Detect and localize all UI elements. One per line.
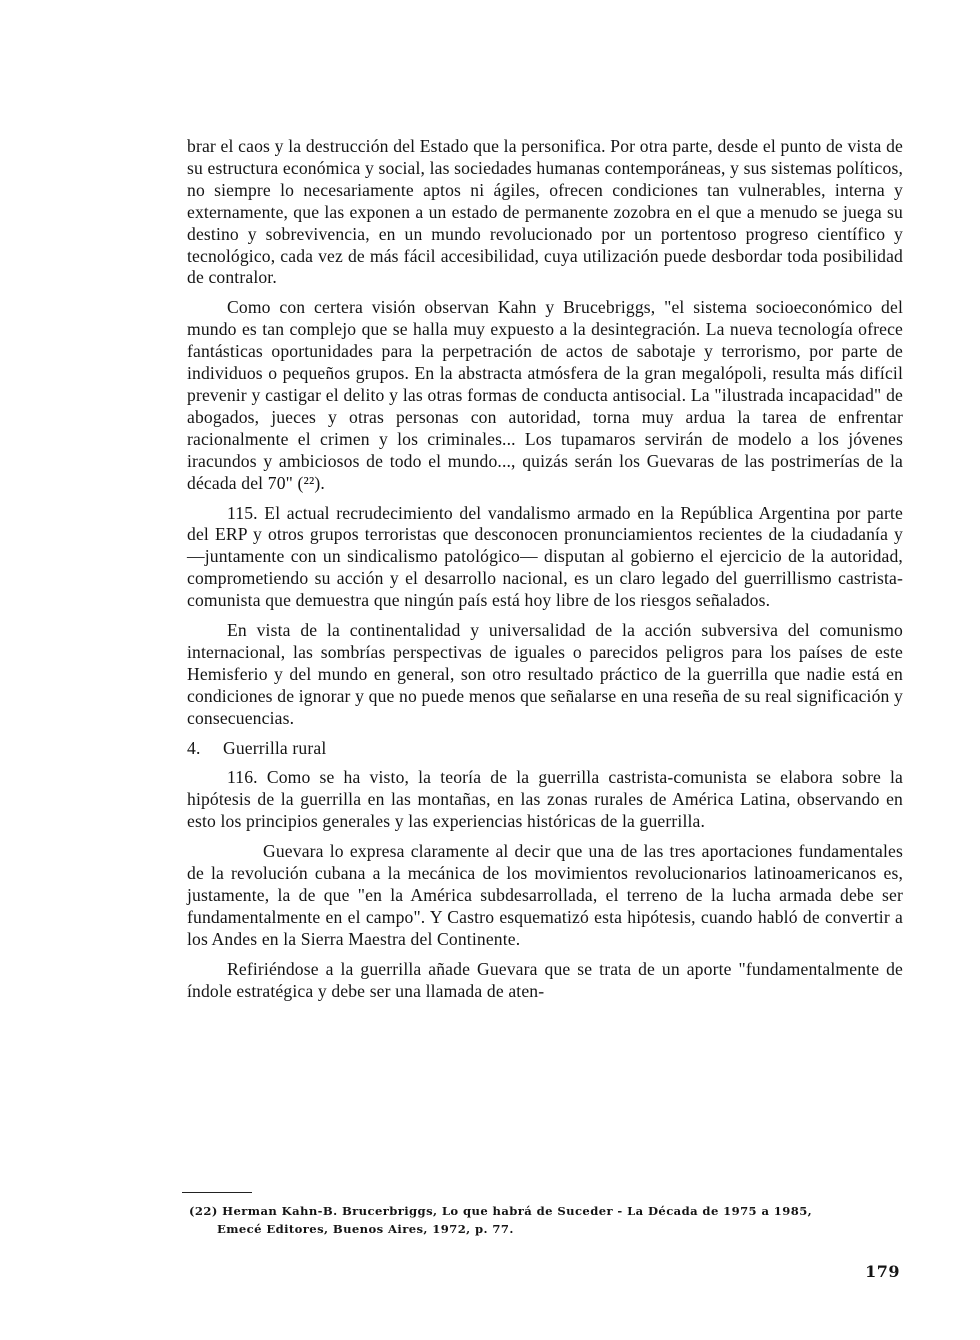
page-number: 179 xyxy=(865,1262,900,1281)
paragraph-guevara: Guevara lo expresa claramente al decir que una de las tres aportaciones fundamentales de la revolución cubana a la mecánica de los movimientos revolucionarios latinoamericanos es, justamente, la de que "en la América subdesarrollada, el terreno de la lucha armada debe ser fundamentalmente en el campo". Y Castro esquematizó esta hipótesis, cuando habló de convertir a los Andes en la Sierra Maestra del Continente. xyxy=(187,841,903,949)
paragraph-115: 115. El actual recrudecimiento del vandalismo armado en la República Argentina por parte del ERP y otros grupos terroristas que desconocen pronunciamientos recientes de la ciudadanía y —juntamente con un sindicalismo patológico— disputan al gobierno el ejercicio de la autoridad, comprometiendo su acción y el desarrollo nacional, es un claro legado del guerrillismo castrista-comunista que demuestra que ningún país está hoy libre de los riesgos señalados. xyxy=(187,502,903,611)
footnote-line-1: (22) Herman Kahn-B. Brucerbriggs, Lo que habrá de Suceder - La Década de 1975 a 1985, xyxy=(189,1204,813,1218)
footnote-22 xyxy=(189,1202,901,1238)
body-text xyxy=(187,136,903,1003)
paragraph-refiriendose: Refiriéndose a la guerrilla añade Guevara que se trata de un aporte "fundamentalmente de índole estratégica y debe ser una llamada de aten- xyxy=(187,958,903,1001)
paragraph-116: 116. Como se ha visto, la teoría de la guerrilla castrista-comunista se elabora sobre la hipótesis de la guerrilla en las montañas, en las zonas rurales de América Latina, observando en esto los principios generales y las experiencias históricas de la guerrilla. xyxy=(187,767,903,832)
paragraph-continentalidad: En vista de la continentalidad y universalidad de la acción subversiva del comunismo internacional, las sombrías perspectivas de iguales o parecidos peligros para los países de este Hemisferio y del mundo en general, son otro resultado práctico de la guerrilla que nadie está en condiciones de ignorar y que no puede menos que señalarse en una reseña de su real significación y consecuencias. xyxy=(187,620,903,728)
section-number: 4. xyxy=(187,737,201,758)
paragraph-quote-kahn: Como con certera visión observan Kahn y Brucebriggs, "el sistema socioeconómico del mundo es tan complejo que se halla muy expuesto a la desintegración. La nueva tecnología ofrece fantásticas oportunidades para la perpetración de actos de sabotaje y terrorismo, por parte de individuos o pequeños grupos. En la abstracta atmósfera de la gran megalópoli, resulta más difícil prevenir y castigar el delito y las otras formas de conducta antisocial. La "ilustrada incapacidad" de abogados, jueces y otras personas con autoridad, torna muy ardua la tarea de enfrentar racionalmente el crimen y los criminales... Los tupamaros servirán de modelo a los jóvenes iracundos y ambiciosos de todo el mundo..., quizás serán los Guevaras de las postrimerías de la década del 70" (²²). xyxy=(187,297,903,493)
section-heading xyxy=(187,738,903,760)
footnote-line-2: Emecé Editores, Buenos Aires, 1972, p. 77. xyxy=(217,1222,514,1236)
paragraph-continued: brar el caos y la destrucción del Estado que la personifica. Por otra parte, desde el punto de vista de su estructura económica y social, las sociedades humanas contemporáneas, y sus sistemas políticos, no siempre lo necesariamente aptos ni ágiles, ofrecen condiciones tan vulnerables, interna y externamente, que las exponen a un estado de permanente zozobra en el que a menudo se juega su destino y sobrevivencia, en un mundo revolucionado por un portentoso progreso científico y tecnológico, cada vez de más fácil accesibilidad, cuya utilización puede desbordar toda posibilidad de contralor. xyxy=(187,136,903,288)
footnote-divider xyxy=(182,1192,252,1193)
section-title: Guerrilla rural xyxy=(223,737,327,758)
